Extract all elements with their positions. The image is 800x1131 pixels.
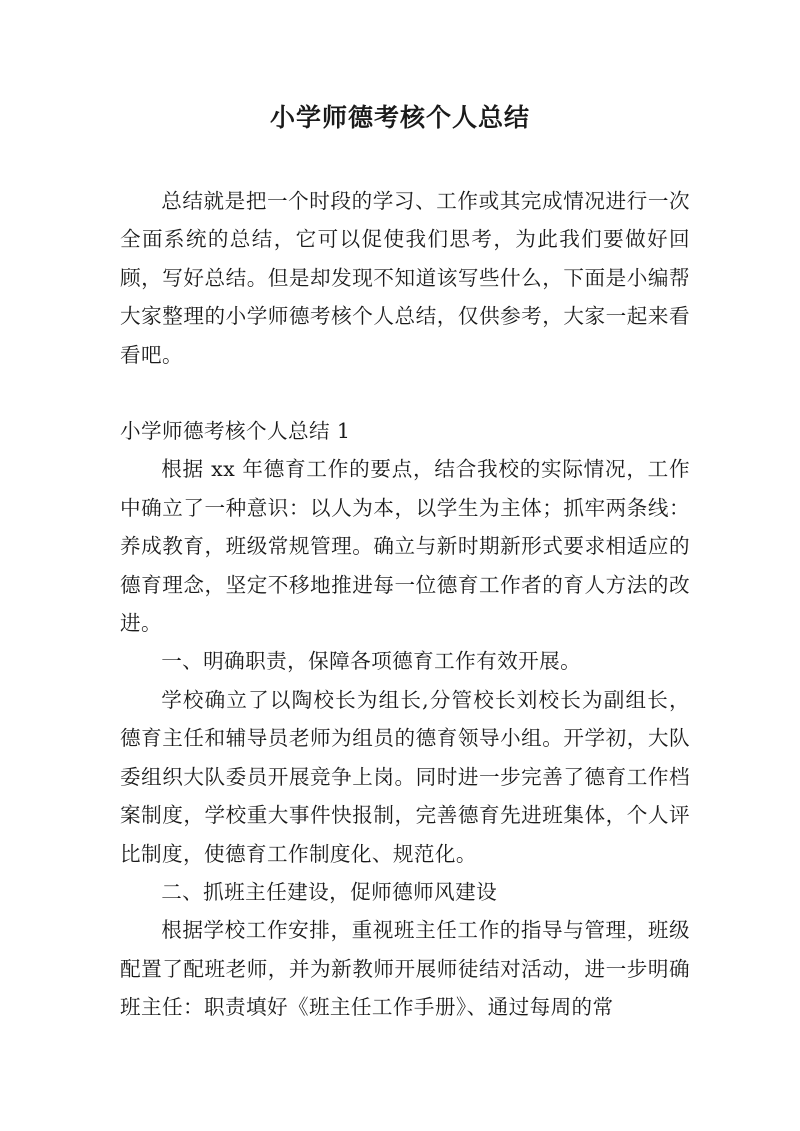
section-heading: 小学师德考核个人总结 1 [120,419,351,444]
body-paragraph-3: 根据学校工作安排，重视班主任工作的指导与管理，班级配置了配班老师，并为新教师开展师徒结对活动，进一步明确班主任：职责填好《班主任工作手册》、通过每周的常 [120,918,690,1020]
subheading-1: 一、明确职责，保障各项德育工作有效开展。 [161,649,582,674]
intro-paragraph: 总结就是把一个时段的学习、工作或其完成情况进行一次全面系统的总结，它可以促使我们思考，为此我们要做好回顾，写好总结。但是却发现不知道该写些什么，下面是小编帮大家整理的小学师德考核个人总结，仅供参考，大家一起来看看吧。 [120,189,690,367]
paragraph-spacer [120,374,690,412]
body-paragraph-2: 学校确立了以陶校长为组长,分管校长刘校长为副组长，德育主任和辅导员老师为组员的德育领导小组。开学初，大队委组织大队委员开展竞争上岗。同时进一步完善了德育工作档案制度，学校重大事件快报制，完善德育先进班集体，个人评比制度，使德育工作制度化、规范化。 [120,687,690,866]
subheading-2: 二、抓班主任建设，促师德师风建设 [161,879,498,904]
document-title: 小学师德考核个人总结 [269,103,530,132]
document-body [120,182,690,1027]
body-paragraph-1: 根据 xx 年德育工作的要点，结合我校的实际情况，工作中确立了一种意识：以人为本，以学生为主体；抓牢两条线：养成教育，班级常规管理。确立与新时期新形式要求相适应的德育理念，坚定不移地推进每一位德育工作者的育人方法的改进。 [120,457,690,636]
